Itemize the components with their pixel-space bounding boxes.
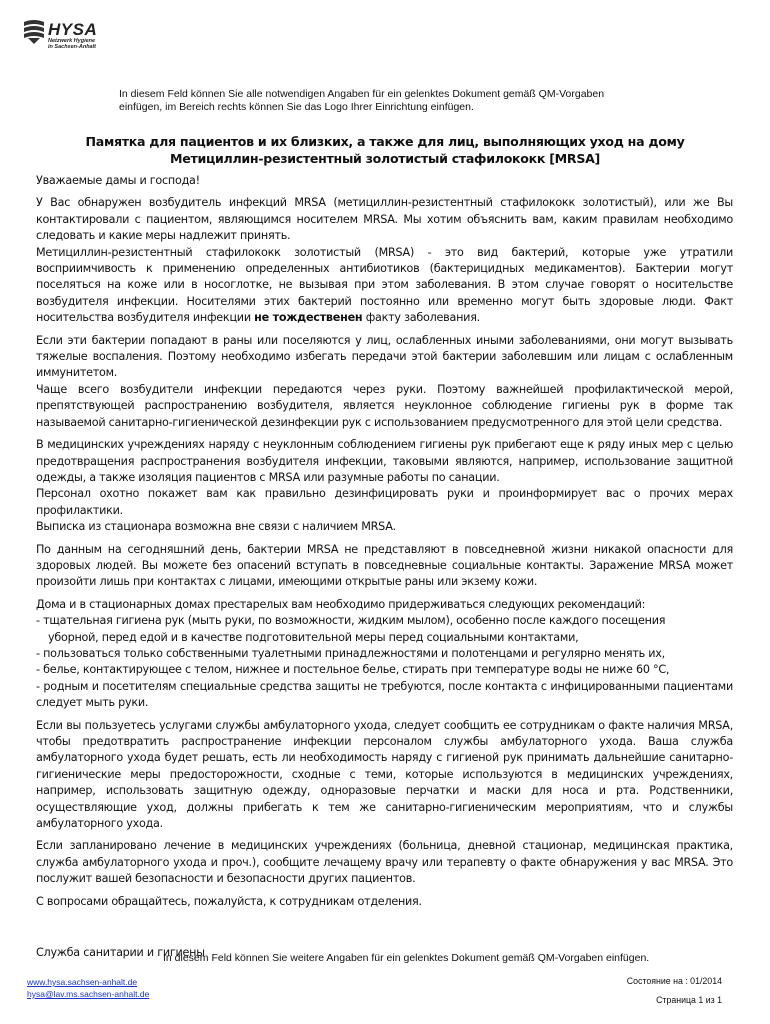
hysa-logo [22, 16, 122, 50]
paragraph-text [36, 245, 733, 327]
paragraph: По данным на сегодняшний день, бактерии MRSA не представляют в повседневной жизни никакой опасности для здоровых людей. Вы можете без опасений вступать в повседневные социальные контакты. Заражение MRSA может произойти лишь при контактах с лицами, имеющими открытые раны или экзему кожи. [36, 542, 733, 589]
recommendations [36, 597, 733, 712]
logo-subtitle-line-2: in Sachsen-Anhalt [48, 44, 96, 50]
paragraph-text: Метициллин-резистентный стафилококк золотистый (MRSA) - это вид бактерий, которые уже утратили восприимчивость к применению определенных антибиотиков (бактерицидных медикаментов). Бактерии могут поселяться на коже или в носоглотке, не вызывая при этом заболевания. В этом случае говорят о носительстве возбудителя инфекции. Носителями этих бактерий постоянно или временно могут быть здоровые люди. Факт носительства возбудителя инфекции [36, 245, 733, 325]
emphasis-text: не тождественен [254, 311, 363, 325]
email-link[interactable]: hysa@lav.ms.sachsen-anhalt.de [27, 989, 150, 999]
title-line-2: Метициллин-резистентный золотистый стафилококк [MRSA] [170, 151, 600, 166]
paragraph [36, 333, 733, 431]
paragraph: Если запланировано лечение в медицинских учреждениях (больница, дневной стационар, медицинская практика, служба амбулаторного ухода и проч.), сообщите лечащему врачу или терапевту о факте обнаружения у вас MRSA. Это послужит вашей безопасности и безопасности других пациентов. [36, 839, 733, 886]
greeting: Уважаемые дамы и господа! [36, 174, 200, 187]
document-title [40, 133, 730, 167]
list-item-continuation: уборной, перед едой и в качестве подготовительной меры перед социальными контактами, [48, 630, 579, 644]
website-link[interactable]: www.hysa.sachsen-anhalt.de [27, 977, 138, 987]
list-item: - пользоваться только собственными туалетными принадлежностями и полотенцами и регулярно менять их, [36, 646, 665, 660]
logo-subtitle [48, 38, 96, 50]
top-note-field[interactable]: In diesem Feld können Sie alle notwendigen Angaben für ein gelenktes Dokument gemäß QM-Vorgaben einfügen, im Bereich rechts können Sie das Logo Ihrer Einrichtung einfügen. [119, 88, 605, 113]
paragraph [36, 195, 733, 326]
list-item: - родным и посетителям специальные средства защиты не требуются, после контакта с инфицированными пациентами следует мыть руки. [36, 679, 733, 710]
paragraph: Если вы пользуетесь услугами службы амбулаторного ухода, следует сообщить ее сотрудникам о факте наличия MRSA, чтобы предотвратить распространение инфекции персоналом службы амбулаторного ухода. Ваша служба амбулаторного ухода будет решать, есть ли необходимость наряду с гигиеной рук принимать дальнейшие санитарно-гигиенические меры предосторожности, сходные с теми, которые используются в медицинских учреждениях, например, использовать защитную одежду, одноразовые перчатки и маски для носа и рта. Родственники, осуществляющие уход, должны прибегать к тем же санитарно-гигиеническим мероприятиям, что и службы амбулаторного ухода. [36, 718, 733, 831]
bottom-note-field[interactable]: In diesem Feld können Sie weitere Angaben für ein gelenktes Dokument gemäß QM-Vorgaben einfügen. [163, 952, 650, 964]
recommendations-intro: Дома и в стационарных домах престарелых вам необходимо придерживаться следующих рекомендаций: [36, 597, 646, 611]
document-body [36, 173, 733, 916]
title-line-1: Памятка для пациентов и их близких, а также для лиц, выполняющих уход на дому [85, 134, 685, 149]
list-item: - белье, контактирующее с телом, нижнее и постельное белье, стирать при температуре воды не ниже 60 °C, [36, 663, 670, 677]
paragraph [36, 437, 733, 535]
footer-links [27, 976, 149, 1000]
closing-signature: Служба санитарии и гигиены [36, 946, 205, 959]
paragraph-text: факту заболевания. [365, 311, 480, 325]
paragraph-text: У Вас обнаружен возбудитель инфекций MRSA (метициллин-резистентный стафилококк золотистый), или же Вы контактировали с пациентом, являющимся носителем MRSA. Мы хотим объяснить вам, каким правилам необходимо следовать и какие меры надлежит принять. [36, 196, 733, 243]
paragraph-text: Выписка из стационара возможна вне связи с наличием MRSA. [36, 520, 396, 534]
paragraph-text: Персонал охотно покажет вам как правильно дезинфицировать руки и проинформирует вас о прочих мерах профилактики. [36, 487, 733, 517]
paragraph-text: Если эти бактерии попадают в раны или поселяются у лиц, ослабленных иными заболеваниями, они могут вызывать тяжелые воспаления. Поэтому необходимо избегать передачи этой бактерии заболевшим или лицам с ослабленным иммунитетом. [36, 333, 733, 380]
footer-status [627, 972, 722, 1010]
paragraph-text: Чаще всего возбудители инфекции передаются через руки. Поэтому важнейшей профилактической мерой, препятствующей распространению возбудителя, является неуклонное соблюдение гигиены рук в форме так называемой санитарно-гигиенической дезинфекции рук с использованием предусмотренного для этой цели средства. [36, 382, 733, 429]
paragraph: С вопросами обращайтесь, пожалуйста, к сотрудникам отделения. [36, 894, 422, 908]
logo-subtitle-line-1: Netzwerk Hygiene [48, 38, 96, 44]
hysa-logo-icon [22, 18, 46, 44]
logo-brand: HYSA [48, 20, 98, 39]
list-item: - тщательная гигиена рук (мыть руки, по возможности, жидким мылом), особенно после каждого посещения [36, 614, 666, 628]
document-status: Состояние на : 01/2014 [626, 976, 722, 986]
page-number: Страница 1 из 1 [656, 995, 722, 1005]
paragraph-text: В медицинских учреждениях наряду с неуклонным соблюдением гигиены рук прибегают еще к ряду иных мер с целью предотвращения распространения возбудителя инфекции, таковыми являются, например, использование защитной одежды, а также изоляция пациентов с MRSA или разумные работы по санации. [36, 438, 733, 484]
